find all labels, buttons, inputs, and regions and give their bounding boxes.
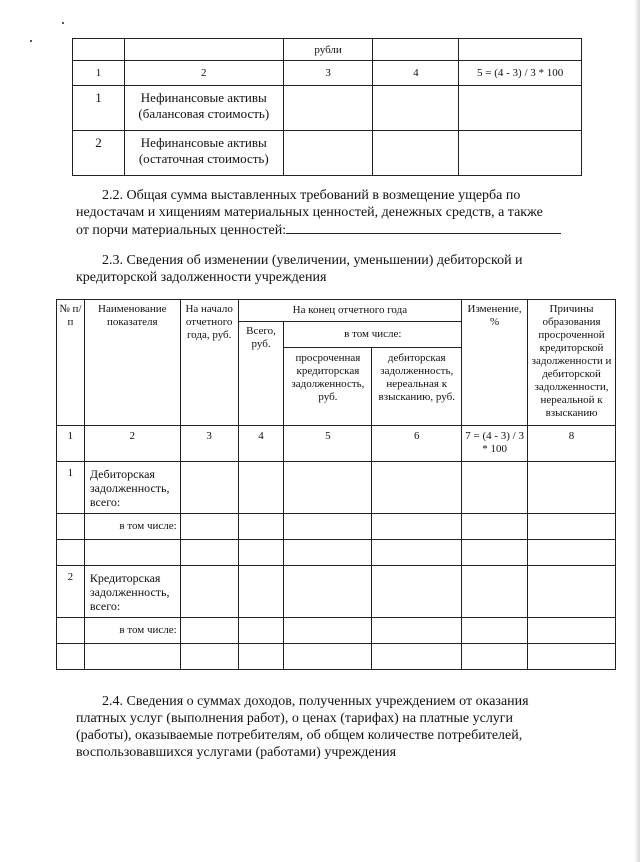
scan-speck [62, 22, 64, 24]
table-row [57, 540, 616, 566]
header-start: На начало отчетного года, руб. [180, 300, 238, 426]
row-number: 1 [73, 86, 125, 131]
scan-edge-shadow [634, 0, 640, 862]
table-row [57, 462, 616, 514]
column-number: 2 [84, 426, 180, 462]
header-change: Изменение, % [462, 300, 528, 426]
column-number: 4 [373, 61, 459, 86]
header-num: № п/п [57, 300, 85, 426]
table-row [73, 86, 582, 131]
header-name: Наименование показателя [84, 300, 180, 426]
column-number: 2 [124, 61, 283, 86]
row-number: 1 [57, 462, 85, 514]
table-row [57, 514, 616, 540]
assets-table-numbers-row [73, 61, 582, 86]
header-end: На конец отчетного года [238, 300, 462, 322]
row-label: Кредиторская задолженность, всего: [84, 566, 180, 618]
section-2-4: 2.4. Сведения о суммах доходов, полученных учреждением от оказания платных услуг (выполнения работ), о ценах (тарифах) на платные услуги (работы), оказываемые потребителям, об общем количестве потребителей, воспользовавшихся услугами (работами) учреждения [76, 694, 529, 760]
table-row [57, 566, 616, 618]
header-total: Всего, руб. [238, 322, 284, 426]
column-number: 6 [372, 426, 462, 462]
column-number: 8 [528, 426, 616, 462]
column-number: 3 [283, 61, 373, 86]
section-2-2: 2.2. Общая сумма выставленных требований в возмещение ущерба по недостачам и хищениям материальных ценностей, денежных средств, а также от порчи материальных ценностей: [76, 187, 581, 239]
header-incl: в том числе: [284, 322, 462, 348]
row-sublabel: в том числе: [84, 618, 180, 644]
column-number: 1 [57, 426, 85, 462]
assets-table-header-row [73, 39, 582, 61]
header-overdue: просроченная кредиторская задолженность, руб. [284, 348, 372, 426]
debt-header-row [57, 300, 616, 322]
row-label: Нефинансовые активы (балансовая стоимость) [124, 86, 283, 131]
blank-line [286, 221, 561, 234]
debt-table [56, 299, 616, 670]
table-row [73, 131, 582, 176]
row-number: 2 [73, 131, 125, 176]
table-row [57, 644, 616, 670]
row-sublabel: в том числе: [84, 514, 180, 540]
header-reasons: Причины образования просроченной кредиторской задолженности и дебиторской задолженности, нереальной к взысканию [528, 300, 616, 426]
assets-table [72, 38, 582, 176]
row-label: Дебиторская задолженность, всего: [84, 462, 180, 514]
column-number: 5 = (4 - 3) / 3 * 100 [459, 61, 582, 86]
header-unreal: дебиторская задолженность, нереальная к взысканию, руб. [372, 348, 462, 426]
section-2-3: 2.3. Сведения об изменении (увеличении, уменьшении) дебиторской и кредиторской задолженности учреждения [76, 253, 523, 285]
column-number: 1 [73, 61, 125, 86]
column-number: 4 [238, 426, 284, 462]
row-label: Нефинансовые активы (остаточная стоимость) [124, 131, 283, 176]
column-number: 3 [180, 426, 238, 462]
assets-unit-header: рубли [283, 39, 373, 61]
column-number: 7 = (4 - 3) / 3 * 100 [462, 426, 528, 462]
column-number: 5 [284, 426, 372, 462]
scan-speck [30, 40, 32, 42]
row-number: 2 [57, 566, 85, 618]
debt-numbers-row [57, 426, 616, 462]
table-row [57, 618, 616, 644]
